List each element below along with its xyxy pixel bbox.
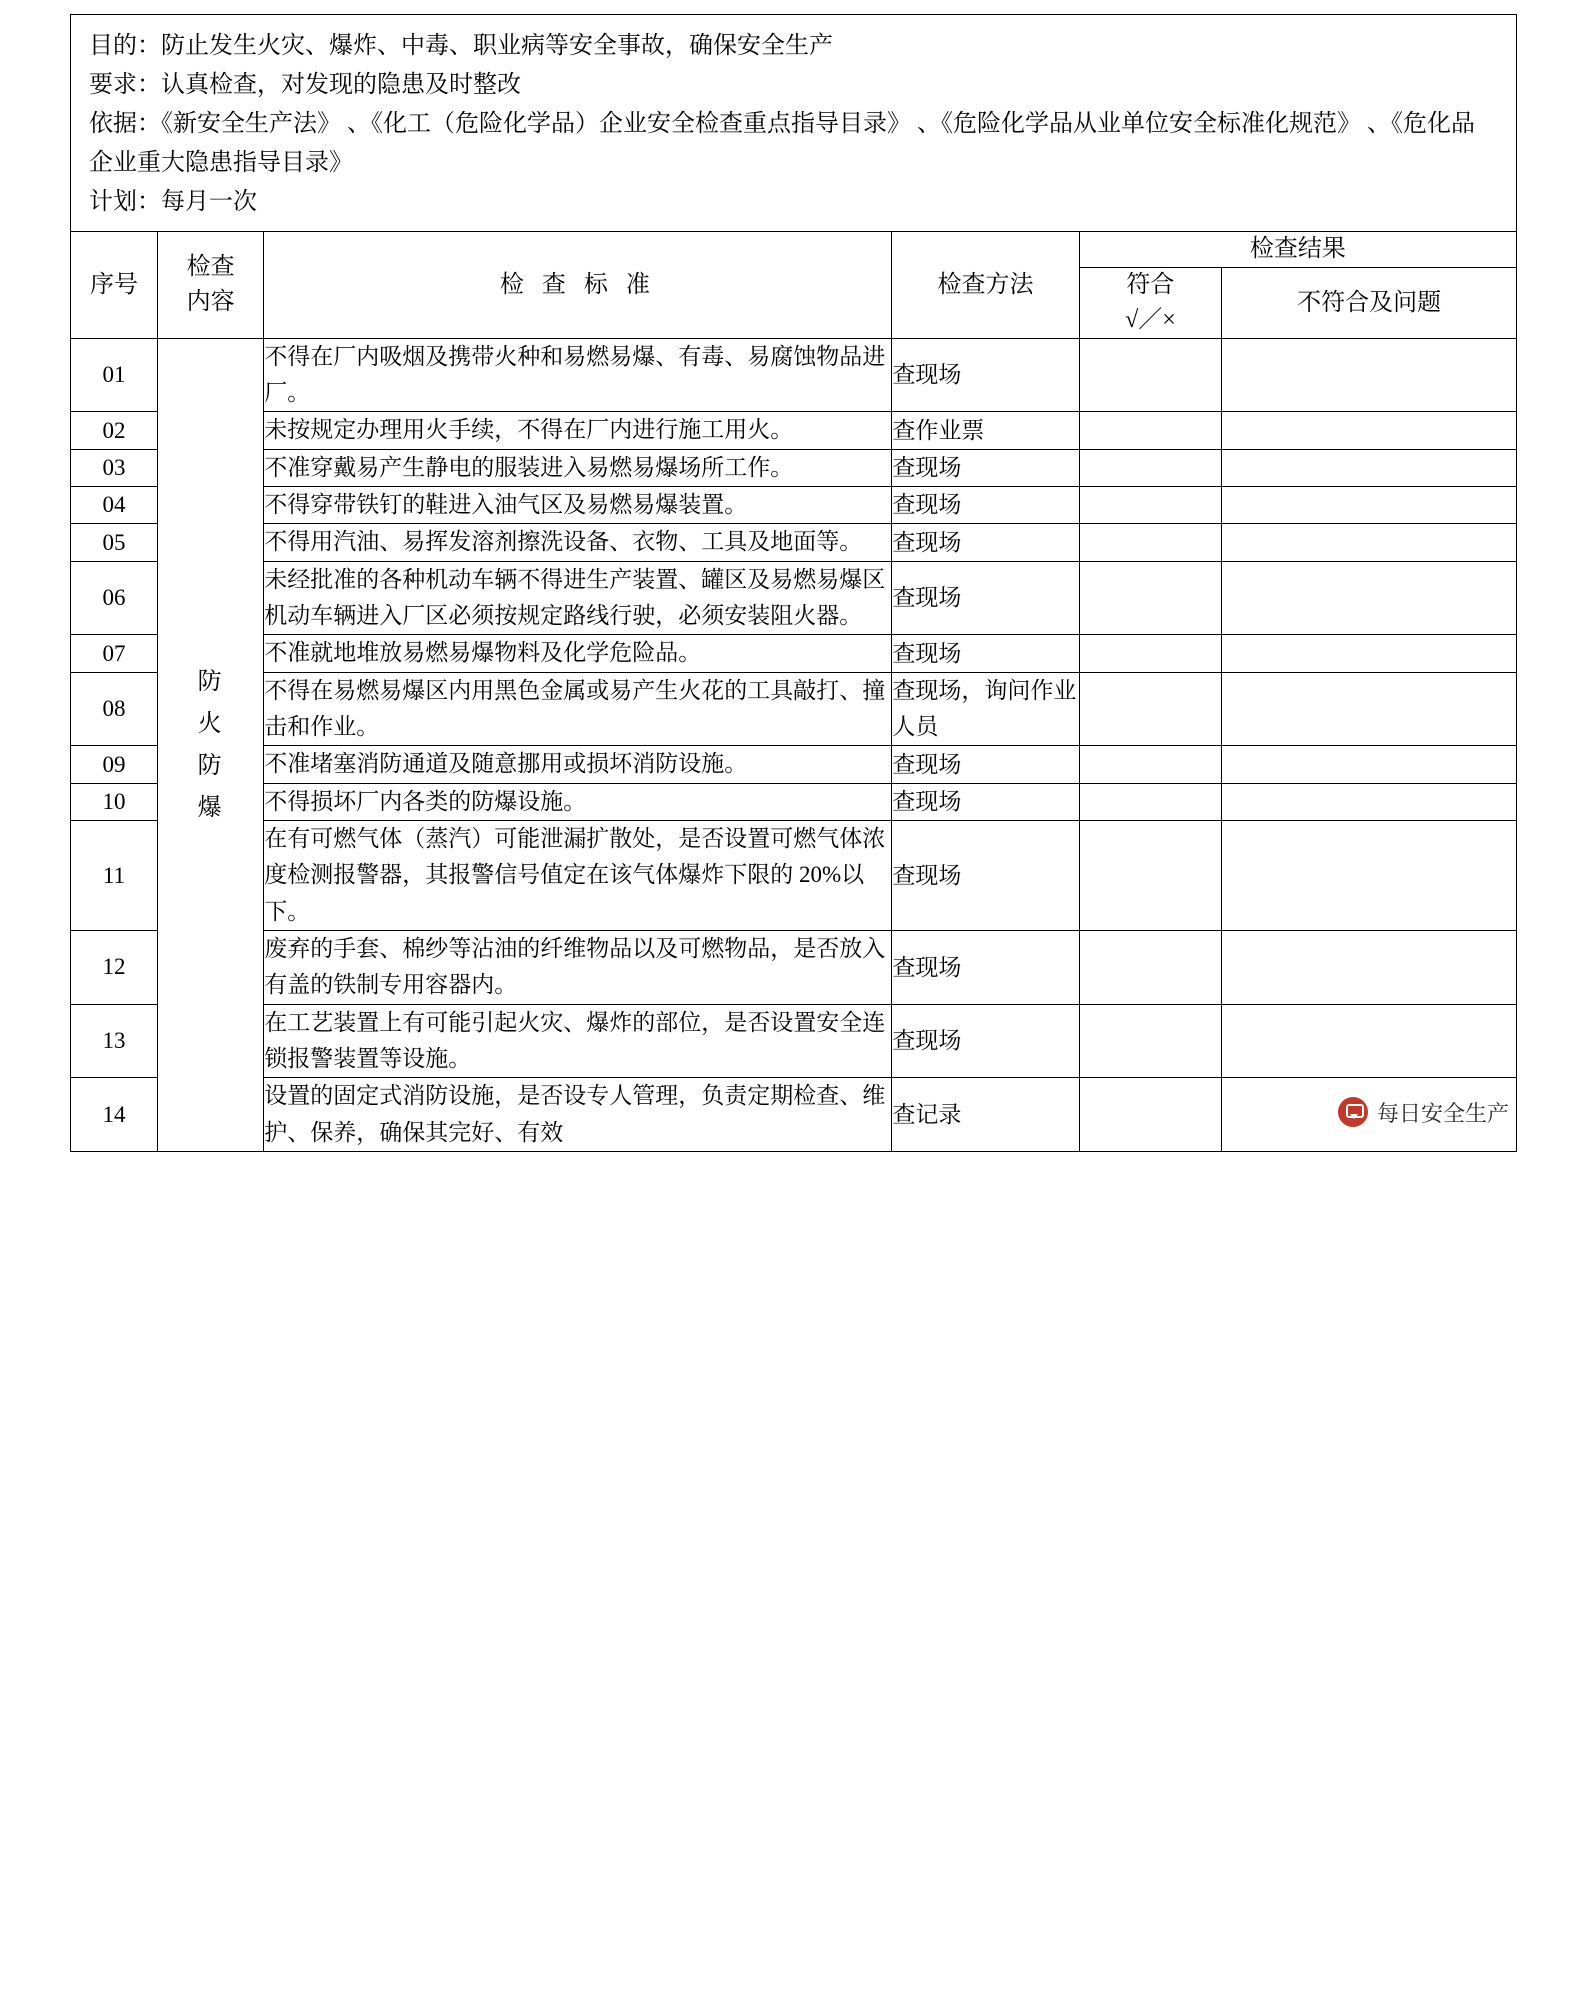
row-standard: 不得在厂内吸烟及携带火种和易燃易爆、有毒、易腐蚀物品进厂。 <box>264 338 892 412</box>
row-result-ok[interactable] <box>1079 821 1222 931</box>
row-result-ok[interactable] <box>1079 672 1222 746</box>
wechat-badge-icon <box>1338 1097 1368 1127</box>
header-ok-line1: 符合 <box>1126 272 1175 299</box>
row-no: 13 <box>71 1004 158 1078</box>
row-result-ok[interactable] <box>1079 746 1222 783</box>
table-row <box>71 338 1517 412</box>
row-no: 09 <box>71 746 158 783</box>
row-result-bad[interactable] <box>1222 821 1517 931</box>
row-standard: 未按规定办理用火手续，不得在厂内进行施工用火。 <box>264 412 892 449</box>
row-method: 查记录 <box>892 1078 1079 1152</box>
row-no: 11 <box>71 821 158 931</box>
row-result-ok[interactable] <box>1079 449 1222 486</box>
row-result-ok[interactable] <box>1079 524 1222 561</box>
row-no: 05 <box>71 524 158 561</box>
table-row <box>71 487 1517 524</box>
row-method: 查现场 <box>892 821 1079 931</box>
row-standard: 不准穿戴易产生静电的服装进入易燃易爆场所工作。 <box>264 449 892 486</box>
row-no: 10 <box>71 783 158 820</box>
row-result-bad[interactable] <box>1222 524 1517 561</box>
header-ok-line2: √／× <box>1125 306 1176 333</box>
row-result-bad[interactable] <box>1222 635 1517 672</box>
header-content-line2: 内容 <box>186 289 235 316</box>
row-method: 查作业票 <box>892 412 1079 449</box>
document-intro-box <box>70 14 1517 231</box>
row-result-ok[interactable] <box>1079 1004 1222 1078</box>
row-standard: 不得在易燃易爆区内用黑色金属或易产生火花的工具敲打、撞击和作业。 <box>264 672 892 746</box>
table-row <box>71 524 1517 561</box>
row-standard: 不准堵塞消防通道及随意挪用或损坏消防设施。 <box>264 746 892 783</box>
row-method: 查现场 <box>892 449 1079 486</box>
header-result-bad: 不符合及问题 <box>1222 268 1517 339</box>
row-standard: 废弃的手套、棉纱等沾油的纤维物品以及可燃物品，是否放入有盖的铁制专用容器内。 <box>264 931 892 1005</box>
row-no: 03 <box>71 449 158 486</box>
intro-line-plan: 计划：每月一次 <box>89 188 257 215</box>
table-row <box>71 635 1517 672</box>
table-row <box>71 449 1517 486</box>
row-method: 查现场 <box>892 524 1079 561</box>
row-result-bad[interactable] <box>1222 672 1517 746</box>
watermark-label: 每日安全生产 <box>1376 1100 1509 1126</box>
row-no: 02 <box>71 412 158 449</box>
inspection-checklist-table <box>70 231 1517 1152</box>
row-result-bad[interactable] <box>1222 412 1517 449</box>
row-method: 查现场，询问作业人员 <box>892 672 1079 746</box>
row-result-ok[interactable] <box>1079 561 1222 635</box>
row-standard: 设置的固定式消防设施，是否设专人管理，负责定期检查、维护、保养，确保其完好、有效 <box>264 1078 892 1152</box>
row-standard: 不准就地堆放易燃易爆物料及化学危险品。 <box>264 635 892 672</box>
watermark <box>1338 1097 1509 1128</box>
category-cell <box>157 338 263 1151</box>
table-body <box>71 338 1517 1151</box>
header-result-ok <box>1079 268 1222 339</box>
row-no: 08 <box>71 672 158 746</box>
row-result-bad[interactable] <box>1222 338 1517 412</box>
category-char: 防 <box>197 668 224 695</box>
header-content <box>157 232 263 338</box>
row-standard: 在有可燃气体（蒸汽）可能泄漏扩散处，是否设置可燃气体浓度检测报警器，其报警信号值定在该气体爆炸下限的 20%以下。 <box>264 821 892 931</box>
row-standard: 不得穿带铁钉的鞋进入油气区及易燃易爆装置。 <box>264 487 892 524</box>
row-method: 查现场 <box>892 487 1079 524</box>
row-standard: 不得用汽油、易挥发溶剂擦洗设备、衣物、工具及地面等。 <box>264 524 892 561</box>
row-no: 07 <box>71 635 158 672</box>
table-row <box>71 1078 1517 1152</box>
row-no: 12 <box>71 931 158 1005</box>
intro-line-requirement: 要求：认真检查，对发现的隐患及时整改 <box>89 71 521 98</box>
row-method: 查现场 <box>892 561 1079 635</box>
table-row <box>71 783 1517 820</box>
table-row <box>71 412 1517 449</box>
row-no: 06 <box>71 561 158 635</box>
row-result-bad[interactable] <box>1222 1004 1517 1078</box>
row-no: 01 <box>71 338 158 412</box>
row-method: 查现场 <box>892 931 1079 1005</box>
row-result-bad[interactable] <box>1222 561 1517 635</box>
header-method: 检查方法 <box>892 232 1079 338</box>
row-result-ok[interactable] <box>1079 635 1222 672</box>
intro-line-purpose: 目的：防止发生火灾、爆炸、中毒、职业病等安全事故，确保安全生产 <box>89 33 833 59</box>
row-result-bad[interactable] <box>1222 746 1517 783</box>
table-row <box>71 561 1517 635</box>
row-method: 查现场 <box>892 1004 1079 1078</box>
intro-line-basis: 依据：《新安全生产法》 、《化工（危险化学品）企业安全检查重点指导目录》 、《危险化学品从业单位安全标准化规范》 、《危化品企业重大隐患指导目录》 <box>89 110 1475 176</box>
row-standard: 在工艺装置上有可能引起火灾、爆炸的部位，是否设置安全连锁报警装置等设施。 <box>264 1004 892 1078</box>
row-result-bad[interactable] <box>1222 487 1517 524</box>
row-no: 14 <box>71 1078 158 1152</box>
header-standard: 检 查 标 准 <box>264 232 892 338</box>
table-row <box>71 931 1517 1005</box>
category-char: 爆 <box>197 794 224 821</box>
table-header-row <box>71 232 1517 268</box>
table-row <box>71 821 1517 931</box>
row-result-ok[interactable] <box>1079 1078 1222 1152</box>
row-method: 查现场 <box>892 338 1079 412</box>
row-result-bad[interactable] <box>1222 931 1517 1005</box>
header-result: 检查结果 <box>1079 232 1516 268</box>
row-no: 04 <box>71 487 158 524</box>
table-row <box>71 746 1517 783</box>
header-content-line1: 检查 <box>186 254 235 281</box>
row-result-ok[interactable] <box>1079 412 1222 449</box>
table-row <box>71 672 1517 746</box>
row-result-bad[interactable] <box>1222 449 1517 486</box>
table-row <box>71 1004 1517 1078</box>
row-result-ok[interactable] <box>1079 931 1222 1005</box>
row-method: 查现场 <box>892 783 1079 820</box>
row-method: 查现场 <box>892 635 1079 672</box>
row-standard: 未经批准的各种机动车辆不得进生产装置、罐区及易燃易爆区机动车辆进入厂区必须按规定路线行驶，必须安装阻火器。 <box>264 561 892 635</box>
header-no: 序号 <box>71 232 158 338</box>
category-char: 火 <box>197 710 224 737</box>
row-method: 查现场 <box>892 746 1079 783</box>
row-result-bad[interactable] <box>1222 783 1517 820</box>
row-standard: 不得损坏厂内各类的防爆设施。 <box>264 783 892 820</box>
row-result-ok[interactable] <box>1079 783 1222 820</box>
category-char: 防 <box>197 752 224 779</box>
row-result-ok[interactable] <box>1079 487 1222 524</box>
row-result-ok[interactable] <box>1079 338 1222 412</box>
